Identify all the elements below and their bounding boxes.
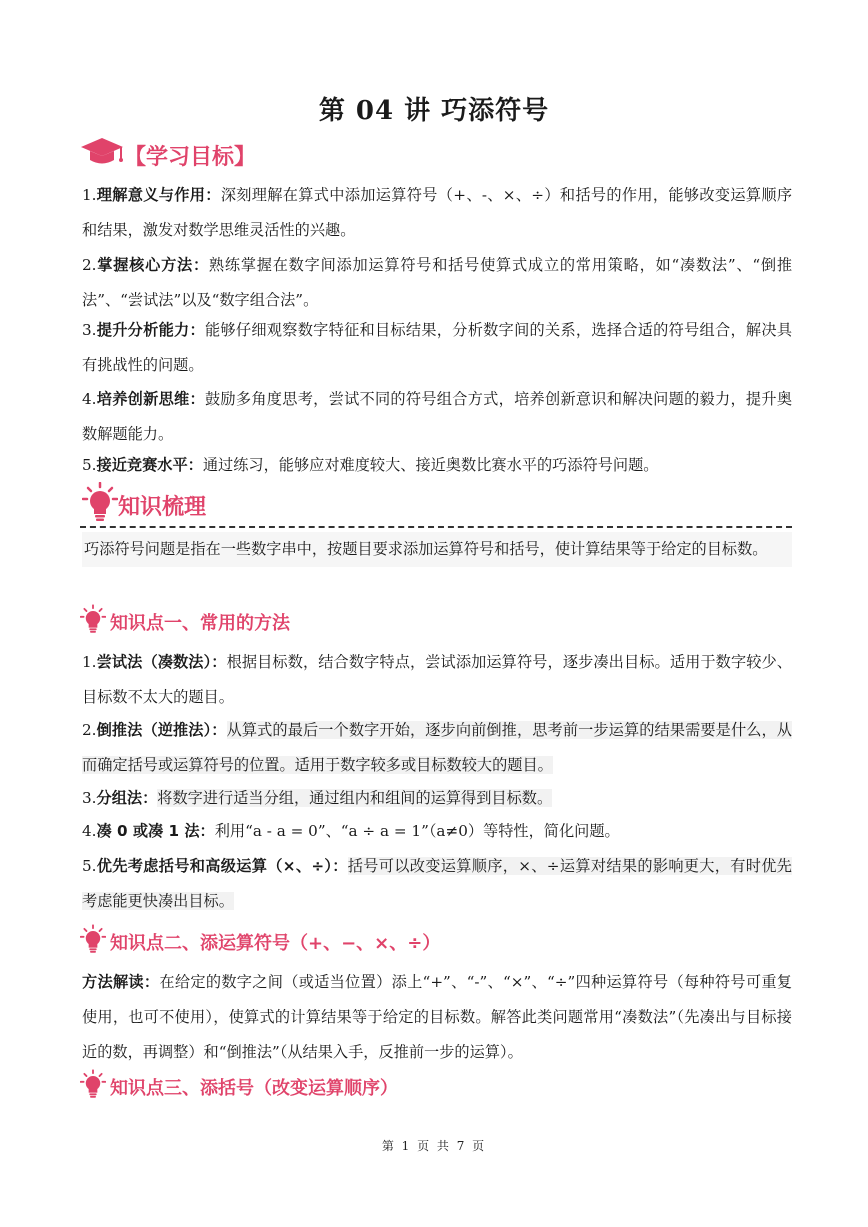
goal-item-2: 2.掌握核心方法：熟练掌握在数字间添加运算符号和括号使算式成立的常用策略，如“凑数法”、“倒推法”、“尝试法”以及“数字组合法”。 [82,256,793,309]
lightbulb-icon [80,604,106,639]
lightbulb-icon [82,482,118,528]
lightbulb-icon [80,924,106,959]
goal-item-4: 4.培养创新思维：鼓励多角度思考，尝试不同的符号组合方式，培养创新意识和解决问题的毅力，提升奥数解题能力。 [82,390,793,443]
method-item-1: 1.尝试法（凑数法）：根据目标数，结合数字特点，尝试添加运算符号，逐步凑出目标。适用于数字较少、目标数不太大的题目。 [82,653,792,706]
method-item-2: 2.倒推法（逆推法）：从算式的最后一个数字开始，逐步向前倒推，思考前一步运算的结果需要是什么，从而确定括号或运算符号的位置。适用于数字较多或目标数较大的题目。 [82,721,792,774]
learning-goals-heading [80,135,256,175]
point2-explanation: 方法解读：在给定的数字之间（或适当位置）添上“+”、“-”、“×”、“÷”四种运算符号（每种符号可重复使用，也可不使用），使算式的计算结果等于给定的目标数。解答此类问题常用“凑数法”（先凑出与目标接近的数，再调整）和“倒推法”（从结果入手，反推前一步的运算）。 [82,973,792,1061]
point2-heading [80,924,440,959]
graduation-cap-icon [80,135,124,175]
page-title: 第 04 讲 巧添符号 [318,96,550,126]
page-footer: 第 1 页 共 7 页 [381,1139,487,1153]
section-divider [80,526,792,528]
goal-item-5: 5.接近竞赛水平：通过练习，能够应对难度较大、接近奥数比赛水平的巧添符号问题。 [82,456,659,474]
point3-label: 知识点三、添括号（改变运算顺序） [110,1077,398,1099]
goal-item-1: 1.理解意义与作用：深刻理解在算式中添加运算符号（+、-、×、÷）和括号的作用，能够改变运算顺序和结果，激发对数学思维灵活性的兴趣。 [82,186,793,239]
learning-goals-label: 【学习目标】 [124,144,257,170]
method-item-4: 4.凑 0 或凑 1 法：利用“a - a = 0”、“a ÷ a = 1”（a≠0）等特性，简化问题。 [82,822,620,840]
point2-label: 知识点二、添运算符号（+、−、×、÷） [110,932,441,954]
lightbulb-icon [80,1069,106,1104]
point1-label: 知识点一、常用的方法 [110,612,290,634]
point1-heading [80,604,290,639]
method-item-3: 3.分组法：将数字进行适当分组，通过组内和组间的运算得到目标数。 [82,789,553,807]
method-item-5: 5.优先考虑括号和高级运算（×、÷）：括号可以改变运算顺序，×、÷运算对结果的影响更大，有时优先考虑能更快凑出目标。 [82,857,792,910]
knowledge-label: 知识梳理 [118,494,207,520]
point3-heading [80,1069,398,1104]
goal-item-3: 3.提升分析能力：能够仔细观察数字特征和目标结果，分析数字间的关系，选择合适的符号组合，解决具有挑战性的问题。 [82,321,793,374]
knowledge-heading [82,482,206,528]
knowledge-intro: 巧添符号问题是指在一些数字串中，按题目要求添加运算符号和括号，使计算结果等于给定的目标数。 [82,532,792,567]
